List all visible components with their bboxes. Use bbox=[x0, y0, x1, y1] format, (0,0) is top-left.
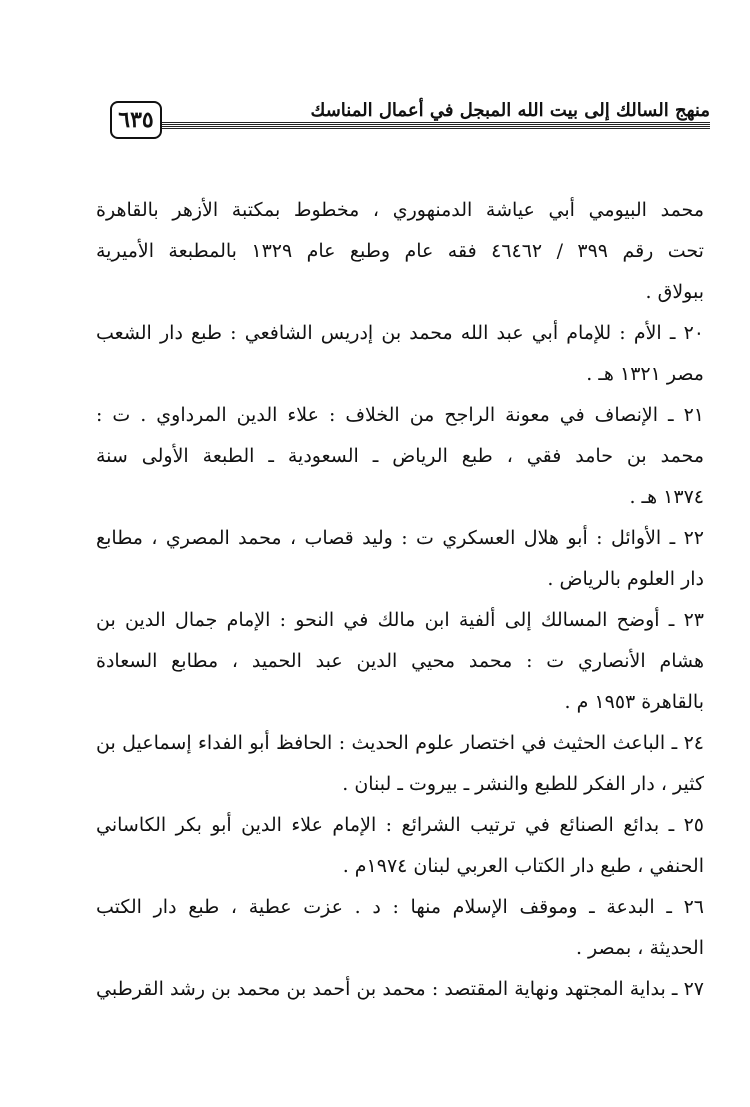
text-line: تحت رقم ٣٩٩ / ٤٦٤٦٢ فقه عام وطبع عام ١٣٢٩ بالمطبعة الأميرية bbox=[96, 240, 704, 262]
text-line: ببولاق . bbox=[645, 281, 704, 303]
text-line: ٢٥ ـ بدائع الصنائع في ترتيب الشرائع : الإمام علاء الدين أبو بكر الكاساني bbox=[96, 814, 704, 836]
text-line: بالقاهرة ١٩٥٣ م . bbox=[564, 691, 704, 713]
text-line: ٢٣ ـ أوضح المسالك إلى ألفية ابن مالك في النحو : الإمام جمال الدين بن bbox=[96, 609, 704, 631]
text-line: محمد البيومي أبي عياشة الدمنهوري ، مخطوط بمكتبة الأزهر بالقاهرة bbox=[96, 199, 704, 221]
text-line: هشام الأنصاري ت : محمد محيي الدين عبد الحميد ، مطابع السعادة bbox=[96, 650, 704, 672]
running-title: منهج السالك إلى بيت الله المبجل في أعمال المناسك bbox=[310, 100, 710, 121]
text-line: ١٣٧٤ هـ . bbox=[629, 486, 704, 508]
text-line: الحديثة ، بمصر . bbox=[575, 937, 704, 959]
text-line: مصر ١٣٢١ هـ . bbox=[586, 363, 704, 385]
text-line: ٢٠ ـ الأم : للإمام أبي عبد الله محمد بن إدريس الشافعي : طبع دار الشعب bbox=[96, 322, 704, 344]
text-line: محمد بن حامد فقي ، طبع الرياض ـ السعودية ـ الطبعة الأولى سنة bbox=[96, 445, 704, 467]
text-line: ٢١ ـ الإنصاف في معونة الراجح من الخلاف : علاء الدين المرداوي . ت : bbox=[96, 404, 704, 426]
text-line: ٢٦ ـ البدعة ـ وموقف الإسلام منها : د . عزت عطية ، طبع دار الكتب bbox=[96, 896, 704, 918]
text-line: الحنفي ، طبع دار الكتاب العربي لبنان ١٩٧٤م . bbox=[342, 855, 704, 877]
text-line: ٢٧ ـ بداية المجتهد ونهاية المقتصد : محمد بن أحمد بن محمد بن رشد القرطبي bbox=[96, 978, 704, 1000]
text-line: ٢٢ ـ الأوائل : أبو هلال العسكري ت : وليد قصاب ، محمد المصري ، مطابع bbox=[96, 527, 704, 549]
page-header bbox=[100, 88, 710, 144]
header-rule bbox=[160, 122, 710, 130]
bibliography-text bbox=[96, 190, 704, 1010]
text-line: ٢٤ ـ الباعث الحثيث في اختصار علوم الحديث : الحافظ أبو الفداء إسماعيل بن bbox=[96, 732, 704, 754]
text-line: كثير ، دار الفكر للطبع والنشر ـ بيروت ـ لبنان . bbox=[342, 773, 704, 795]
page-number: ٦٣٥ bbox=[110, 101, 162, 139]
text-line: دار العلوم بالرياض . bbox=[547, 568, 704, 590]
